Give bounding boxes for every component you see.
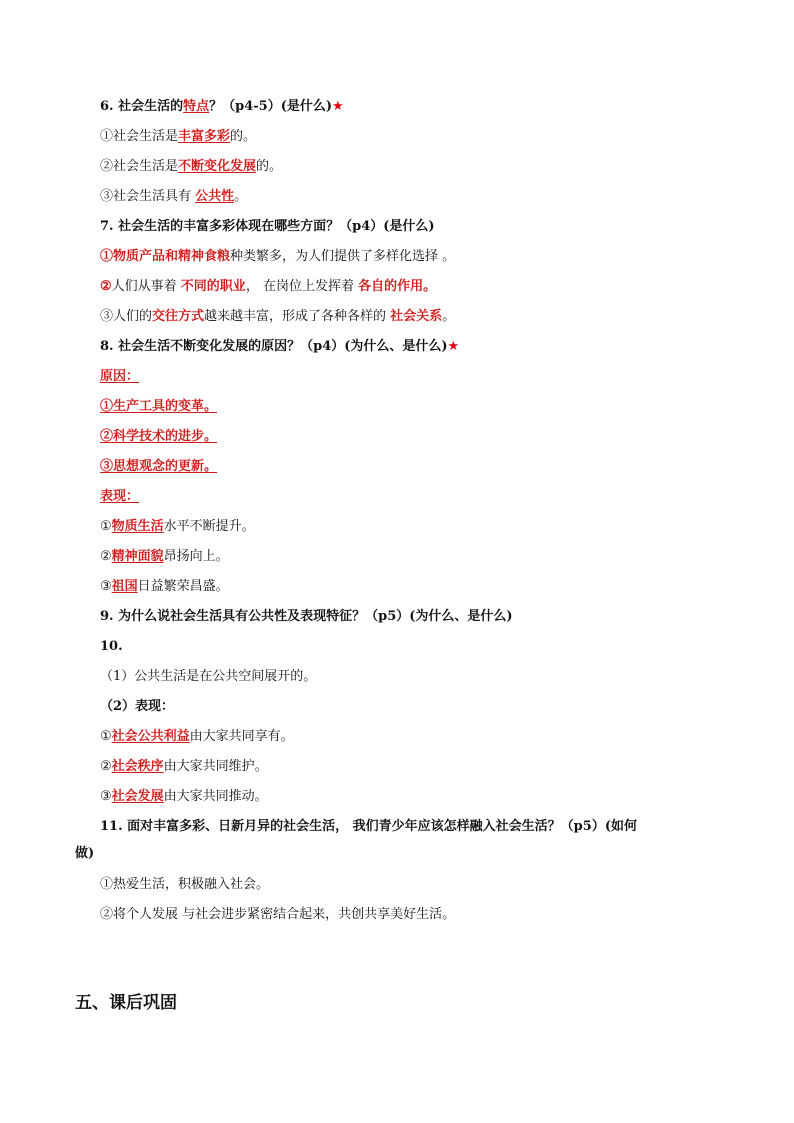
- answer-line: ②将个人发展 与社会进步紧密结合起来，共创共享美好生活。: [100, 907, 456, 922]
- answer-text: 由大家共同维护。: [163, 759, 268, 774]
- question-text: 社会生活的丰富多彩体现在哪些方面？（p4）(是什么): [118, 219, 435, 234]
- key-term: 特点: [183, 99, 210, 114]
- answer-line: [100, 248, 455, 266]
- answer-marker: ③: [100, 789, 112, 804]
- reason-label: 原因：: [100, 369, 140, 384]
- answer-line: （2）表现：: [100, 699, 175, 714]
- section-heading: 五、课后巩固: [75, 993, 177, 1013]
- answer-line: [100, 578, 229, 596]
- answer-line: [100, 158, 282, 176]
- key-term: 不断变化发展: [178, 159, 257, 174]
- answer-text: 。: [442, 309, 456, 324]
- answer-line: [100, 758, 268, 776]
- question-6: [100, 98, 344, 116]
- key-term: 丰富多彩: [178, 129, 231, 144]
- answer-text: 的。: [256, 159, 283, 174]
- answer-text: 种类繁多，为人们提供了多样化选择 。: [230, 249, 456, 264]
- question-text: 社会生活的: [118, 99, 184, 114]
- key-term: 不同的职业: [180, 279, 246, 294]
- answer-text: 日益繁荣昌盛。: [137, 579, 229, 594]
- reason-item: ①生产工具的变革。: [100, 399, 218, 414]
- answer-text: ③人们的: [100, 309, 153, 324]
- answer-line: [100, 128, 256, 146]
- question-11: [100, 818, 637, 836]
- answer-marker: ③: [100, 579, 112, 594]
- answer-text: 。: [234, 189, 248, 204]
- question-number: 7.: [100, 219, 114, 234]
- answer-line: [100, 788, 268, 806]
- answer-marker: ①: [100, 729, 112, 744]
- answer-text: ②社会生活是: [100, 159, 179, 174]
- answer-marker: ①: [100, 519, 112, 534]
- question-11-continued: 做): [75, 846, 95, 861]
- key-term: 社会关系: [390, 309, 443, 324]
- answer-text: 越来越丰富，形成了各种各样的: [204, 309, 391, 324]
- question-text: 为什么说社会生活具有公共性及表现特征？（p5）(为什么、是什么): [118, 609, 513, 624]
- question-7: [100, 218, 435, 236]
- answer-line: [100, 278, 436, 296]
- answer-marker: ②: [100, 549, 112, 564]
- reason-item: ③思想观念的更新。: [100, 459, 218, 474]
- answer-line: [100, 728, 294, 746]
- key-term: 公共性: [195, 189, 235, 204]
- answer-line: [100, 518, 255, 536]
- question-text: 面对丰富多彩、日新月异的社会生活， 我们青少年应该怎样融入社会生活？（p5）(如何: [127, 819, 637, 834]
- reason-item: ②科学技术的进步。: [100, 429, 218, 444]
- answer-line: （1）公共生活是在公共空间展开的。: [100, 669, 317, 684]
- key-term: 社会发展: [111, 789, 164, 804]
- question-8: [100, 338, 459, 356]
- question-number: 9.: [100, 609, 114, 624]
- answer-text: 人们从事着: [111, 279, 181, 294]
- question-number: 11.: [100, 819, 123, 834]
- question-text: 社会生活不断变化发展的原因？（p4）(为什么、是什么): [118, 339, 448, 354]
- key-term: 社会公共利益: [111, 729, 190, 744]
- answer-text: ③社会生活具有: [100, 189, 196, 204]
- question-number: 8.: [100, 339, 114, 354]
- question-text: ？（p4-5）(是什么): [209, 99, 333, 114]
- key-term: 物质生活: [111, 519, 164, 534]
- answer-text: ， 在岗位上发挥着: [245, 279, 359, 294]
- star-icon: ★: [447, 339, 460, 354]
- answer-text: 昂扬向上。: [163, 549, 229, 564]
- answer-text: ①社会生活是: [100, 129, 179, 144]
- key-term: 祖国: [111, 579, 138, 594]
- answer-text: 由大家共同推动。: [163, 789, 268, 804]
- question-9: [100, 608, 513, 626]
- answer-line: ①热爱生活，积极融入社会。: [100, 877, 270, 892]
- answer-line: [100, 188, 247, 206]
- answer-text: 由大家共同享有。: [189, 729, 294, 744]
- answer-line: [100, 548, 229, 566]
- answer-text: 水平不断提升。: [163, 519, 255, 534]
- answer-marker: ②: [100, 759, 112, 774]
- answer-text: 的。: [230, 129, 257, 144]
- key-term: 交往方式: [152, 309, 205, 324]
- answer-marker: ②: [100, 279, 112, 294]
- key-term: 各自的作用。: [358, 279, 437, 294]
- key-term: 社会秩序: [111, 759, 164, 774]
- question-number: 6.: [100, 99, 114, 114]
- question-10: [100, 638, 123, 656]
- star-icon: ★: [332, 99, 344, 114]
- key-term: ①物质产品和精神食粮: [100, 249, 231, 264]
- answer-line: [100, 308, 455, 326]
- question-number: 10.: [100, 639, 123, 654]
- show-label: 表现：: [100, 489, 140, 504]
- key-term: 精神面貌: [111, 549, 164, 564]
